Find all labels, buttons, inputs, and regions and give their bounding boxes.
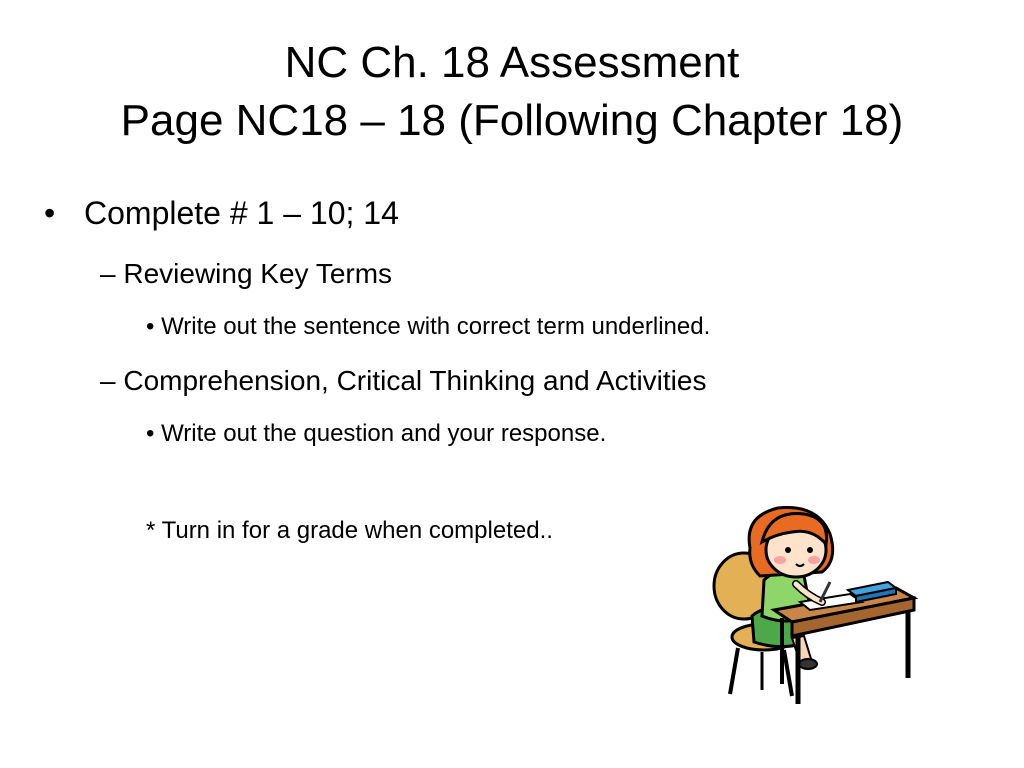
sub-bullet-key-terms bbox=[100, 254, 392, 294]
detail-text: Write out the sentence with correct term underlined. bbox=[161, 313, 711, 340]
title-line-1: NC Ch. 18 Assessment bbox=[284, 38, 740, 87]
detail-bullet-key-terms bbox=[146, 310, 710, 344]
bullet-marker: • bbox=[146, 420, 155, 447]
detail-bullet-comprehension bbox=[146, 417, 606, 451]
sub-bullet-text: Comprehension, Critical Thinking and Activities bbox=[123, 365, 707, 396]
dash-marker: – bbox=[100, 258, 116, 289]
title-line-2: Page NC18 – 18 (Following Chapter 18) bbox=[120, 96, 904, 145]
sub-bullet-text: Reviewing Key Terms bbox=[123, 258, 393, 289]
detail-text: Write out the question and your response. bbox=[161, 420, 607, 447]
turn-in-note: * Turn in for a grade when completed.. bbox=[146, 517, 553, 544]
bullet-complete bbox=[44, 190, 399, 236]
bullet-marker: • bbox=[146, 313, 155, 340]
dash-marker: – bbox=[100, 365, 116, 396]
sub-bullet-comprehension bbox=[100, 361, 706, 401]
student-writing-at-desk-icon bbox=[700, 498, 922, 710]
bullet-text: Complete # 1 – 10; 14 bbox=[84, 195, 399, 231]
bullet-marker: • bbox=[44, 195, 56, 231]
